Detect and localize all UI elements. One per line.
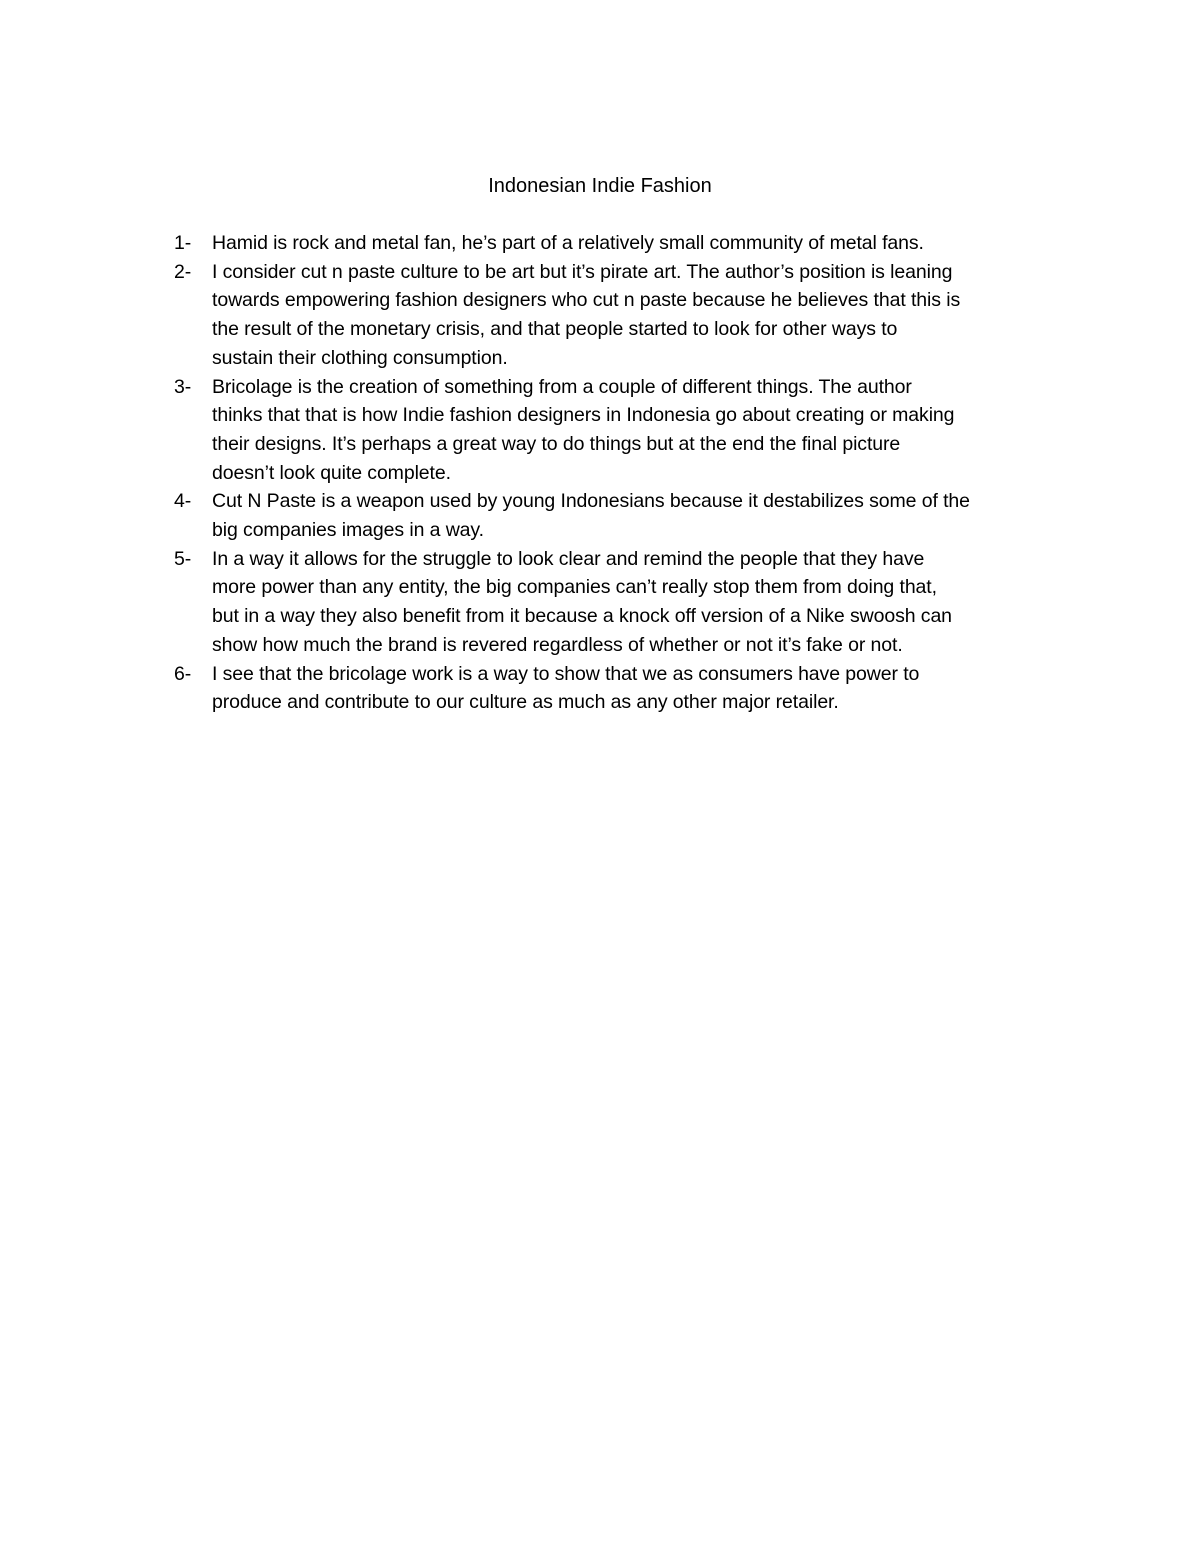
list-item-number: 6- [174, 662, 192, 685]
list-item-line: big companies images in a way. [212, 519, 484, 542]
list-item-line: thinks that that is how Indie fashion designers in Indonesia go about creating or making [212, 404, 955, 427]
list-item [0, 373, 1200, 488]
list-item-line: I consider cut n paste culture to be art but it’s pirate art. The author’s position is leaning [212, 260, 953, 283]
list-item-line: more power than any entity, the big companies can’t really stop them from doing that, [212, 576, 937, 599]
list-item-number: 2- [174, 260, 192, 283]
list-item-line: Bricolage is the creation of something from a couple of different things. The author [212, 375, 912, 398]
list-item-line: Hamid is rock and metal fan, he’s part of a relatively small community of metal fans. [212, 232, 924, 254]
list-item-line: doesn’t look quite complete. [212, 461, 451, 484]
list-item-line: the result of the monetary crisis, and that people started to look for other ways to [212, 318, 898, 341]
list-item [0, 545, 1200, 660]
list-item [0, 258, 1200, 373]
list-item [0, 660, 1200, 717]
list-item-line: but in a way they also benefit from it because a knock off version of a Nike swoosh can [212, 605, 952, 628]
list-item-number: 4- [174, 490, 192, 513]
list-item-line: I see that the bricolage work is a way to show that we as consumers have power to [212, 662, 920, 685]
list-item [0, 229, 1200, 258]
list-item-number: 3- [174, 375, 192, 398]
list-item [0, 487, 1200, 544]
numbered-list [0, 229, 1200, 717]
list-item-number: 5- [174, 547, 192, 570]
list-item-line: their designs. It’s perhaps a great way to do things but at the end the final picture [212, 432, 901, 455]
list-item-line: towards empowering fashion designers who cut n paste because he believes that this is [212, 289, 961, 312]
list-item-line: Cut N Paste is a weapon used by young Indonesians because it destabilizes some of the [212, 490, 970, 513]
list-item-line: In a way it allows for the struggle to look clear and remind the people that they have [212, 547, 925, 570]
list-item-number: 1- [174, 232, 192, 254]
list-item-line: show how much the brand is revered regardless of whether or not it’s fake or not. [212, 633, 903, 656]
document-title: Indonesian Indie Fashion [488, 175, 712, 197]
list-item-line: produce and contribute to our culture as much as any other major retailer. [212, 691, 839, 714]
list-item-line: sustain their clothing consumption. [212, 346, 508, 369]
